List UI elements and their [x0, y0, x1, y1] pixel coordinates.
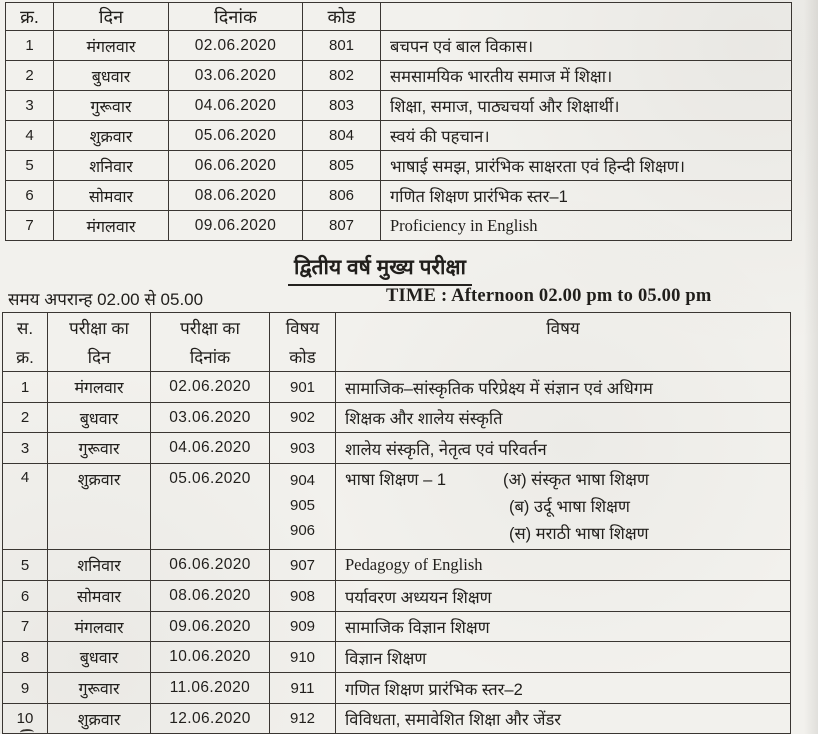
cell-date: 06.06.2020: [151, 550, 270, 581]
cell-serial: 3: [3, 433, 48, 464]
cell-subject: शिक्षा, समाज, पाठ्यचर्या और शिक्षार्थी।: [381, 91, 792, 121]
table-row: [6, 181, 792, 211]
cell-code: 805: [303, 151, 381, 181]
cell-code: 801: [303, 31, 381, 61]
cell-date: 12.06.2020: [151, 704, 270, 734]
cell-day: शनिवार: [48, 550, 151, 581]
header-day: दिन: [54, 3, 169, 31]
cell-serial: 6: [3, 581, 48, 612]
cell-day: शुक्रवार: [48, 704, 151, 734]
table-header-row: [3, 313, 791, 372]
cell-date: 10.06.2020: [151, 642, 270, 673]
cell-day: मंगलवार: [48, 372, 151, 403]
section-title: [0, 253, 760, 286]
cell-date: 08.06.2020: [151, 581, 270, 612]
cell-date: 02.06.2020: [169, 31, 303, 61]
section-title-text: द्वितीय वर्ष मुख्य परीक्षा: [288, 253, 472, 286]
table-row: [3, 433, 791, 464]
cell-day: शनिवार: [54, 151, 169, 181]
cell-code: 902: [270, 403, 336, 433]
cell-code: 806: [303, 181, 381, 211]
header-exam-day: परीक्षा का दिन: [48, 313, 151, 372]
cell-code: 906: [289, 522, 316, 539]
cell-code: 905: [289, 497, 316, 514]
header-subject-code: विषय कोड: [270, 313, 336, 372]
cell-subject: Pedagogy of English: [336, 550, 791, 581]
table-row: [6, 31, 792, 61]
cell-code: 908: [270, 581, 336, 612]
exam-time-english: TIME : Afternoon 02.00 pm to 05.00 pm: [386, 286, 712, 306]
cell-serial: 5: [6, 151, 54, 181]
cell-date: 08.06.2020: [169, 181, 303, 211]
cell-code: 804: [303, 121, 381, 151]
header-serial-number: स. क्र.: [3, 313, 48, 372]
cell-serial: 10: [3, 704, 48, 734]
header-subject-blank: [381, 3, 792, 31]
cell-code: 904: [289, 472, 316, 489]
table-row: [3, 581, 791, 612]
cell-code: 803: [303, 91, 381, 121]
cell-subject: समसामयिक भारतीय समाज में शिक्षा।: [381, 61, 792, 91]
cell-day: बुधवार: [48, 642, 151, 673]
cell-date: 05.06.2020: [169, 121, 303, 151]
cell-day: बुधवार: [48, 403, 151, 433]
cell-date: 03.06.2020: [151, 403, 270, 433]
cell-date: 03.06.2020: [169, 61, 303, 91]
cell-subject-group: [336, 464, 791, 550]
cell-serial: 7: [3, 612, 48, 642]
cell-day: सोमवार: [48, 581, 151, 612]
table-row: [3, 612, 791, 642]
cell-serial: 4: [3, 464, 48, 550]
cell-code-list: [270, 464, 336, 550]
header-exam-date: परीक्षा का दिनांक: [151, 313, 270, 372]
table-row: [3, 372, 791, 403]
cell-day: शुक्रवार: [54, 121, 169, 151]
cell-code: 912: [270, 704, 336, 734]
cell-code: 903: [270, 433, 336, 464]
cell-serial: 5: [3, 550, 48, 581]
cell-code: 909: [270, 612, 336, 642]
cell-date: 11.06.2020: [151, 673, 270, 704]
cell-subject: गणित शिक्षण प्रारंभिक स्तर–1: [381, 181, 792, 211]
table-row: [6, 91, 792, 121]
table-row-multi-code: [3, 464, 791, 550]
cell-date: 09.06.2020: [151, 612, 270, 642]
subject-option: (स) मराठी भाषा शिक्षण: [509, 525, 649, 543]
table-row: [6, 121, 792, 151]
cell-serial: 1: [6, 31, 54, 61]
cell-subject: गणित शिक्षण प्रारंभिक स्तर–2: [336, 673, 791, 704]
cell-code: 907: [270, 550, 336, 581]
header-code: कोड: [303, 3, 381, 31]
cell-subject: विज्ञान शिक्षण: [336, 642, 791, 673]
subject-option: (ब) उर्दू भाषा शिक्षण: [509, 498, 630, 516]
cell-day: बुधवार: [54, 61, 169, 91]
cell-date: 04.06.2020: [151, 433, 270, 464]
cell-serial: 4: [6, 121, 54, 151]
table-row: [3, 673, 791, 704]
cell-date: 05.06.2020: [151, 464, 270, 550]
scan-artifact: [20, 728, 35, 734]
cell-subject: विविधता, समावेशित शिक्षा और जेंडर: [336, 704, 791, 734]
cell-subject: शालेय संस्कृति, नेतृत्व एवं परिवर्तन: [336, 433, 791, 464]
header-serial-number: क्र.: [6, 3, 54, 31]
cell-day: मंगलवार: [54, 31, 169, 61]
cell-subject: बचपन एवं बाल विकास।: [381, 31, 792, 61]
header-date: दिनांक: [169, 3, 303, 31]
cell-code: 901: [270, 372, 336, 403]
cell-subject: भाषाई समझ, प्रारंभिक साक्षरता एवं हिन्दी शिक्षण।: [381, 151, 792, 181]
cell-serial: 1: [3, 372, 48, 403]
cell-serial: 8: [3, 642, 48, 673]
first-year-exam-table: [5, 2, 792, 241]
cell-day: गुरूवार: [48, 433, 151, 464]
cell-date: 02.06.2020: [151, 372, 270, 403]
cell-subject: शिक्षक और शालेय संस्कृति: [336, 403, 791, 433]
cell-date: 06.06.2020: [169, 151, 303, 181]
table-row: [6, 151, 792, 181]
cell-subject: स्वयं की पहचान।: [381, 121, 792, 151]
table-row: [3, 550, 791, 581]
cell-subject: Proficiency in English: [381, 211, 792, 241]
subject-option: (अ) संस्कृत भाषा शिक्षण: [503, 471, 649, 489]
cell-day: मंगलवार: [54, 211, 169, 241]
cell-day: गुरूवार: [54, 91, 169, 121]
table-row: [6, 61, 792, 91]
second-year-exam-table: [2, 312, 791, 734]
cell-serial: 6: [6, 181, 54, 211]
table-header-row: [6, 3, 792, 31]
cell-code: 802: [303, 61, 381, 91]
cell-code: 807: [303, 211, 381, 241]
cell-day: शुक्रवार: [48, 464, 151, 550]
table-row: [3, 403, 791, 433]
cell-serial: 9: [3, 673, 48, 704]
cell-subject: सामाजिक–सांस्कृतिक परिप्रेक्ष्य में संज्ञान एवं अधिगम: [336, 372, 791, 403]
cell-date: 09.06.2020: [169, 211, 303, 241]
table-row: [3, 642, 791, 673]
cell-date: 04.06.2020: [169, 91, 303, 121]
cell-serial: 7: [6, 211, 54, 241]
cell-day: मंगलवार: [48, 612, 151, 642]
cell-code: 910: [270, 642, 336, 673]
cell-day: गुरूवार: [48, 673, 151, 704]
cell-day: सोमवार: [54, 181, 169, 211]
table-row: [3, 704, 791, 734]
cell-serial: 2: [6, 61, 54, 91]
cell-subject: सामाजिक विज्ञान शिक्षण: [336, 612, 791, 642]
cell-subject-main: भाषा शिक्षण – 1: [345, 471, 447, 489]
exam-time-hindi: समय अपरान्ह 02.00 से 05.00: [8, 290, 204, 309]
cell-subject: पर्यावरण अध्ययन शिक्षण: [336, 581, 791, 612]
header-subject: विषय: [336, 313, 791, 372]
cell-code: 911: [270, 673, 336, 704]
cell-serial: 2: [3, 403, 48, 433]
table-row: [6, 211, 792, 241]
cell-subject-options: [503, 467, 649, 548]
cell-serial: 3: [6, 91, 54, 121]
